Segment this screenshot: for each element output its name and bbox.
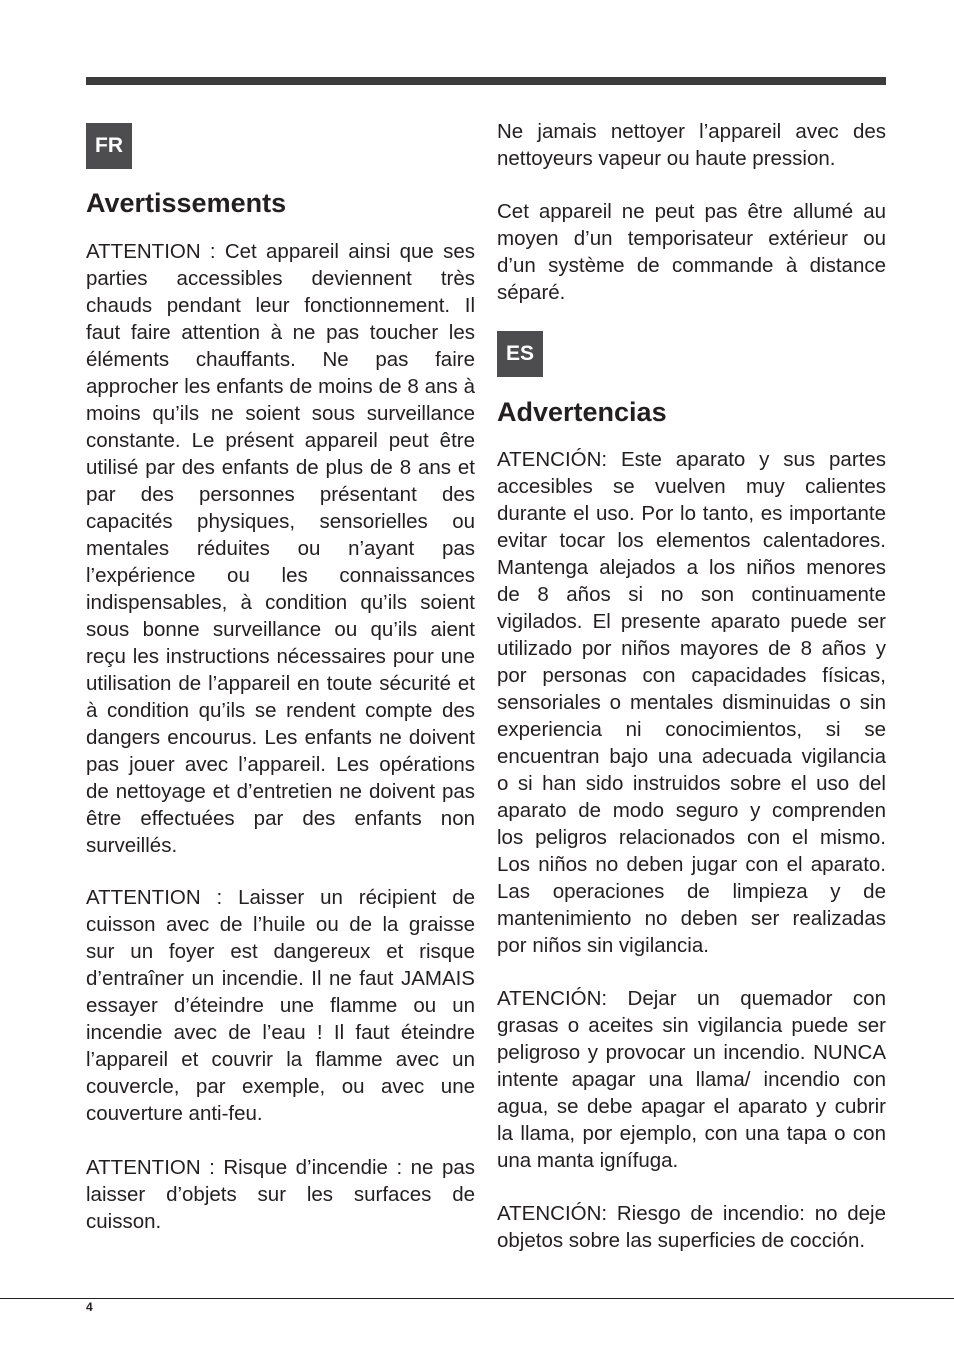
language-badge-fr: FR (86, 123, 132, 169)
top-rule (86, 77, 886, 85)
bottom-rule (0, 1298, 954, 1299)
warning-paragraph-fr-5: Cet appareil ne peut pas être allumé au moyen d’un temporisateur extérieur ou d’un système de commande à distance séparé. (497, 200, 886, 304)
warning-paragraph-es-2: ATENCIÓN: Dejar un quemador con grasas o aceites sin vigilancia puede ser peligroso y provocar un incendio. NUNCA intente apagar una llama/ incendio con agua, se debe apagar el aparato y cubrir la llama, por ejemplo, con una tapa o con una manta ignífuga. (497, 987, 886, 1172)
section-heading-fr: Avertissements (86, 188, 287, 218)
warning-paragraph-es-3: ATENCIÓN: Riesgo de incendio: no deje objetos sobre las superficies de cocción. (497, 1202, 886, 1252)
section-heading-es: Advertencias (497, 397, 667, 427)
warning-paragraph-fr-3: ATTENTION : Risque d’incendie : ne pas laisser d’objets sur les surfaces de cuisson. (86, 1156, 475, 1233)
warning-paragraph-fr-1: ATTENTION : Cet appareil ainsi que ses parties accessibles deviennent très chauds pendant leur fonctionnement. Il faut faire attention à ne pas toucher les éléments chauffants. Ne pas faire approcher les enfants de moins de 8 ans à moins qu’ils ne soient sous surveillance constante. Le présent appareil peut être utilisé par des enfants de plus de 8 ans et par des personnes présentant des capacités physiques, sensorielles ou mentales réduites ou n’ayant pas l’expérience ou les connaissances indispensables, à condition qu’ils soient sous bonne surveillance ou qu’ils aient reçu les instructions nécessaires pour une utilisation de l’appareil en toute sécurité et à condition qu’ils se rendent compte des dangers encourus. Les enfants ne doivent pas jouer avec l’appareil. Les opérations de nettoyage et d’entretien ne doivent pas être effectuées par des enfants non surveillés. (86, 240, 475, 857)
language-badge-es: ES (497, 331, 543, 377)
page-number: 4 (86, 1300, 93, 1314)
warning-paragraph-fr-4: Ne jamais nettoyer l’appareil avec des nettoyeurs vapeur ou haute pression. (497, 120, 886, 170)
warning-paragraph-fr-2: ATTENTION : Laisser un récipient de cuisson avec de l’huile ou de la graisse sur un foyer est dangereux et risque d’entraîner un incendie. Il ne faut JAMAIS essayer d’éteindre une flamme ou un incendie avec de l’eau ! Il faut éteindre l’appareil et couvrir la flamme avec un couvercle, par exemple, ou avec une couverture anti-feu. (86, 886, 475, 1125)
warning-paragraph-es-1: ATENCIÓN: Este aparato y sus partes accesibles se vuelven muy calientes durante el uso. Por lo tanto, es importante evitar tocar los elementos calentadores. Mantenga alejados a los niños menores de 8 años si no son continuamente vigilados. El presente aparato puede ser utilizado por niños mayores de 8 años y por personas con capacidades físicas, sensoriales o mentales disminuidas o sin experiencia ni conocimientos, si se encuentran bajo una adecuada vigilancia o si han sido instruidos sobre el uso del aparato de modo seguro y comprenden los peligros relacionados con el mismo. Los niños no deben jugar con el aparato. Las operaciones de limpieza y de mantenimiento no deben ser realizadas por niños sin vigilancia. (497, 448, 886, 957)
